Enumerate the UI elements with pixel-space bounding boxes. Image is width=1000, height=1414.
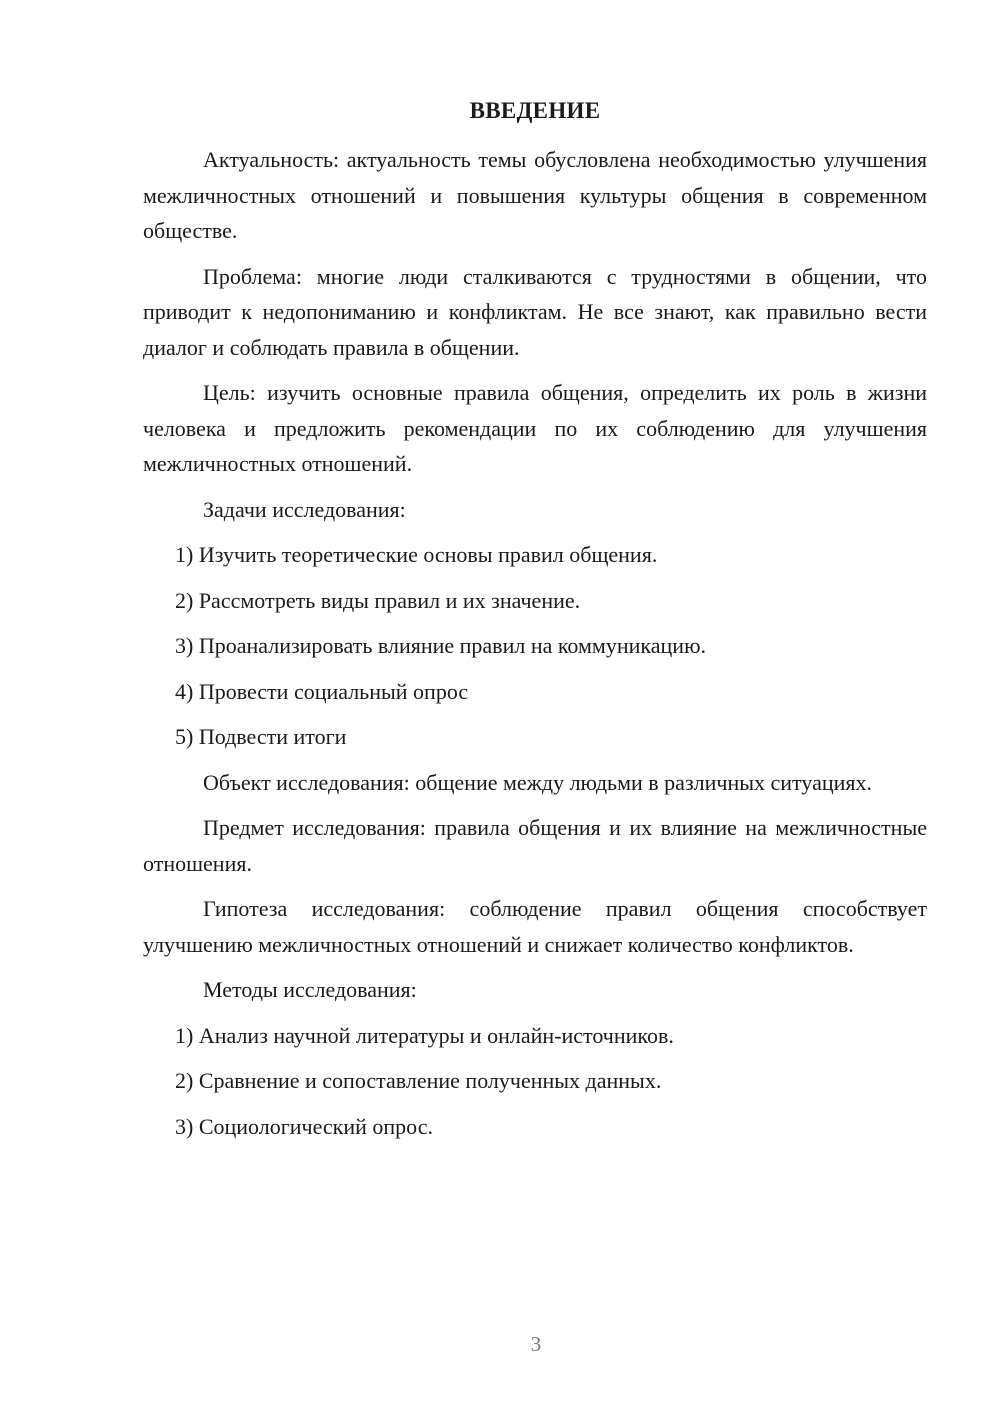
tasks-heading: Задачи исследования: <box>203 496 406 522</box>
method-item-3: 3) Социологический опрос. <box>175 1113 433 1139</box>
task-item-5: 5) Подвести итоги <box>175 724 347 749</box>
page-title: ВВЕДЕНИЕ <box>469 98 601 123</box>
method-item-1: 1) Анализ научной литературы и онлайн-источников. <box>175 1022 674 1048</box>
task-item-2: 2) Рассмотреть виды правил и их значение. <box>175 587 581 613</box>
object-paragraph: Объект исследования: общение между людьми в различных ситуациях. <box>203 769 873 795</box>
task-item-1: 1) Изучить теоретические основы правил общения. <box>175 542 658 567</box>
problem-paragraph: Проблема: многие люди сталкиваются с трудностями в общении, что приводит к недопониманию и конфликтам. Не все знают, как правильно вести диалог и соблюдать правила в общении. <box>143 263 927 360</box>
page-content <box>143 96 927 1154</box>
method-item-2: 2) Сравнение и сопоставление полученных данных. <box>175 1068 662 1093</box>
page-number: 3 <box>530 1332 542 1356</box>
methods-heading: Методы исследования: <box>203 977 417 1002</box>
hypothesis-paragraph: Гипотеза исследования: соблюдение правил общения способствует улучшению межличностных отношений и снижает количество конфликтов. <box>143 896 927 957</box>
relevance-paragraph: Актуальность: актуальность темы обусловлена необходимостью улучшения межличностных отношений и повышения культуры общения в современном обществе. <box>143 147 927 243</box>
task-item-3: 3) Проанализировать влияние правил на коммуникацию. <box>175 633 707 658</box>
goal-paragraph: Цель: изучить основные правила общения, определить их роль в жизни человека и предложить рекомендации по их соблюдению для улучшения межличностных отношений. <box>143 380 927 476</box>
subject-paragraph: Предмет исследования: правила общения и их влияние на межличностные отношения. <box>143 815 927 876</box>
task-item-4: 4) Провести социальный опрос <box>175 678 469 704</box>
